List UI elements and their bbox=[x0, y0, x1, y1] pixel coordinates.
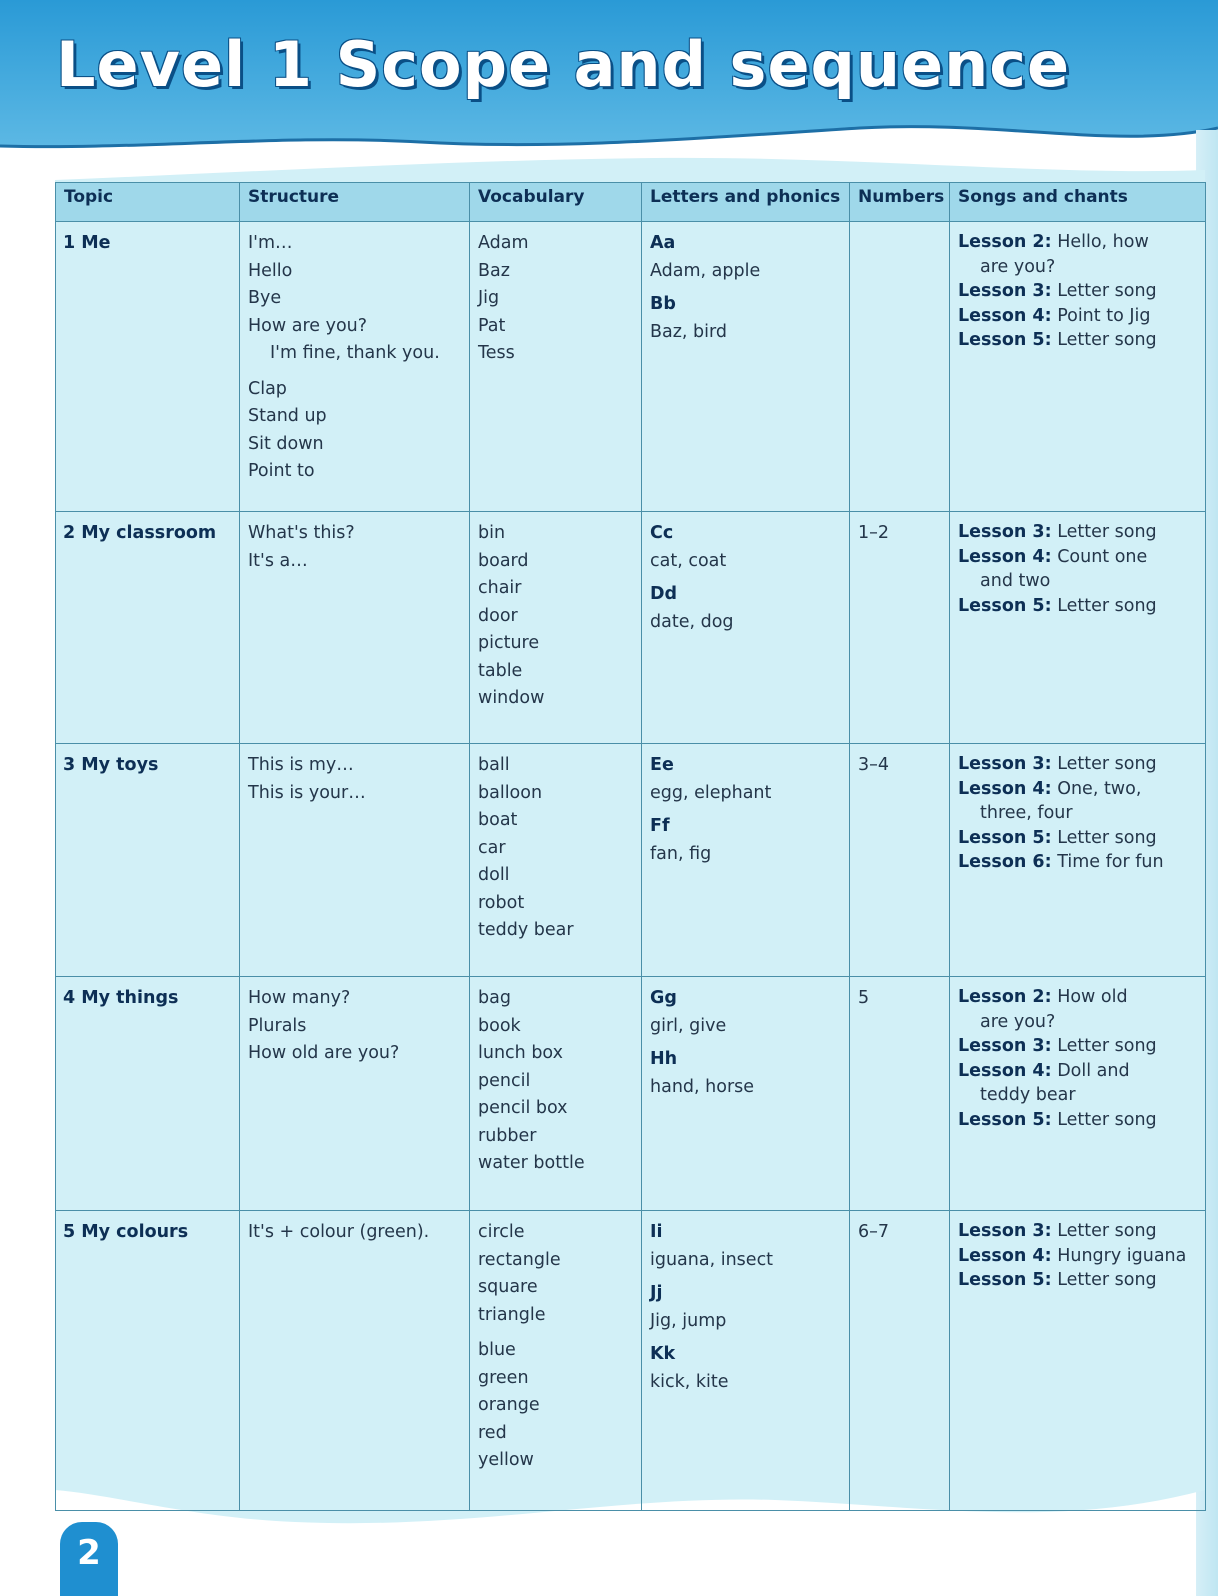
phonics-letter: Ee bbox=[650, 755, 674, 775]
song-title: Letter song bbox=[1057, 1036, 1157, 1056]
song-entry bbox=[958, 1108, 1197, 1133]
song-title-cont: teddy bear bbox=[980, 1085, 1076, 1105]
song-entry bbox=[958, 985, 1197, 1010]
phonics-letter: Gg bbox=[650, 988, 677, 1008]
structure-item: Sit down bbox=[248, 433, 324, 454]
structure-item: I'm… bbox=[248, 233, 293, 253]
songs-cell bbox=[950, 222, 1206, 512]
song-title: Letter song bbox=[1057, 754, 1157, 774]
song-lesson: Lesson 2: bbox=[958, 987, 1052, 1007]
phonics-words: date, dog bbox=[650, 611, 734, 632]
structure-item: How old are you? bbox=[248, 1043, 400, 1063]
song-entry bbox=[958, 752, 1197, 777]
vocabulary-item: water bottle bbox=[478, 1153, 585, 1173]
vocabulary-item: red bbox=[478, 1422, 507, 1443]
song-entry bbox=[958, 304, 1197, 329]
structure-item: Stand up bbox=[248, 406, 327, 426]
vocabulary-item: balloon bbox=[478, 782, 543, 803]
table-header-row bbox=[56, 183, 1206, 222]
song-title: Letter song bbox=[1057, 1221, 1157, 1241]
page-number-tab: 2 bbox=[60, 1522, 118, 1596]
scope-sequence-table-card bbox=[55, 150, 1205, 1540]
header-structure: Structure bbox=[240, 183, 470, 222]
phonics-words: kick, kite bbox=[650, 1371, 729, 1392]
phonics-letter: Jj bbox=[650, 1283, 663, 1303]
topic-cell: 4 My things bbox=[56, 977, 240, 1211]
phonics-words: egg, elephant bbox=[650, 782, 772, 803]
song-lesson: Lesson 2: bbox=[958, 232, 1052, 252]
scope-sequence-table bbox=[55, 182, 1206, 1511]
topic-cell: 2 My classroom bbox=[56, 512, 240, 744]
header-topic: Topic bbox=[56, 183, 240, 222]
song-title: Hungry iguana bbox=[1057, 1245, 1187, 1266]
vocabulary-item: yellow bbox=[478, 1450, 534, 1470]
vocabulary-cell bbox=[470, 977, 642, 1211]
song-entry bbox=[958, 520, 1197, 545]
song-title: Letter song bbox=[1057, 827, 1157, 848]
vocabulary-item: chair bbox=[478, 578, 522, 598]
song-lesson: Lesson 3: bbox=[958, 522, 1052, 542]
songs-cell bbox=[950, 1211, 1206, 1511]
song-entry bbox=[958, 545, 1197, 570]
song-lesson: Lesson 4: bbox=[958, 778, 1052, 799]
song-lesson: Lesson 3: bbox=[958, 1221, 1052, 1241]
vocabulary-item: Baz bbox=[478, 260, 510, 281]
structure-item: I'm fine, thank you. bbox=[270, 343, 440, 363]
numbers-cell: 6–7 bbox=[850, 1211, 950, 1511]
song-title: Hello, how bbox=[1057, 232, 1149, 252]
song-title: Doll and bbox=[1057, 1060, 1130, 1081]
vocabulary-item: boat bbox=[478, 810, 518, 830]
phonics-cell bbox=[642, 1211, 850, 1511]
structure-cell bbox=[240, 1211, 470, 1511]
song-title: Point to Jig bbox=[1057, 305, 1151, 326]
structure-item: What's this? bbox=[248, 523, 355, 543]
header-songs-chants: Songs and chants bbox=[950, 183, 1206, 222]
page-title: Level 1 Scope and sequence bbox=[56, 28, 1071, 101]
song-title: Letter song bbox=[1057, 595, 1157, 616]
phonics-letter: Aa bbox=[650, 233, 676, 253]
song-title: Letter song bbox=[1057, 281, 1157, 301]
structure-cell bbox=[240, 744, 470, 977]
vocabulary-item: doll bbox=[478, 865, 510, 885]
vocabulary-item: Pat bbox=[478, 315, 506, 336]
vocabulary-item: table bbox=[478, 660, 523, 681]
structure-item: This is my… bbox=[248, 755, 354, 775]
vocabulary-item: robot bbox=[478, 892, 525, 913]
phonics-letter: Bb bbox=[650, 294, 676, 314]
song-entry bbox=[958, 1268, 1197, 1293]
vocabulary-item: board bbox=[478, 550, 529, 571]
table-row bbox=[56, 744, 1206, 977]
song-entry bbox=[958, 594, 1197, 619]
song-title: Letter song bbox=[1057, 1270, 1157, 1290]
songs-cell bbox=[950, 744, 1206, 977]
structure-item: Point to bbox=[248, 461, 315, 481]
songs-cell bbox=[950, 977, 1206, 1211]
phonics-words: girl, give bbox=[650, 1015, 727, 1036]
phonics-cell bbox=[642, 744, 850, 977]
structure-item: Plurals bbox=[248, 1015, 307, 1036]
song-title: One, two, bbox=[1057, 778, 1142, 799]
structure-item: It's + colour (green). bbox=[248, 1222, 430, 1242]
song-title: Letter song bbox=[1057, 522, 1157, 542]
vocabulary-item: Tess bbox=[478, 343, 515, 363]
song-lesson: Lesson 5: bbox=[958, 330, 1052, 350]
phonics-letter: Ff bbox=[650, 816, 670, 836]
structure-cell bbox=[240, 512, 470, 744]
song-title: Time for fun bbox=[1057, 852, 1164, 872]
phonics-letter: Cc bbox=[650, 523, 674, 543]
song-entry bbox=[958, 1219, 1197, 1244]
vocabulary-item: rectangle bbox=[478, 1249, 561, 1270]
vocabulary-cell bbox=[470, 512, 642, 744]
phonics-letter: Dd bbox=[650, 584, 678, 604]
song-entry bbox=[958, 826, 1197, 851]
table-row bbox=[56, 977, 1206, 1211]
song-lesson: Lesson 5: bbox=[958, 1270, 1052, 1290]
structure-item: Bye bbox=[248, 288, 282, 308]
vocabulary-item: circle bbox=[478, 1222, 525, 1242]
song-entry bbox=[958, 328, 1197, 353]
table-row bbox=[56, 1211, 1206, 1511]
song-title: Count one bbox=[1057, 546, 1148, 567]
structure-item: It's a… bbox=[248, 550, 308, 571]
vocabulary-item: triangle bbox=[478, 1304, 546, 1325]
phonics-letter: Hh bbox=[650, 1049, 678, 1069]
vocabulary-cell bbox=[470, 744, 642, 977]
phonics-letter: Ii bbox=[650, 1222, 663, 1242]
structure-cell bbox=[240, 977, 470, 1211]
structure-item: This is your… bbox=[248, 782, 366, 803]
vocabulary-item: square bbox=[478, 1277, 538, 1297]
vocabulary-item: Adam bbox=[478, 233, 529, 253]
phonics-letter: Kk bbox=[650, 1344, 676, 1364]
song-entry bbox=[958, 279, 1197, 304]
song-title: Letter song bbox=[1057, 330, 1157, 350]
song-lesson: Lesson 4: bbox=[958, 1060, 1052, 1081]
phonics-words: fan, fig bbox=[650, 843, 712, 864]
song-entry bbox=[958, 1034, 1197, 1059]
numbers-cell: 5 bbox=[850, 977, 950, 1211]
topic-cell: 1 Me bbox=[56, 222, 240, 512]
song-lesson: Lesson 4: bbox=[958, 546, 1052, 567]
topic-cell: 5 My colours bbox=[56, 1211, 240, 1511]
vocabulary-cell bbox=[470, 222, 642, 512]
song-title: How old bbox=[1057, 987, 1128, 1007]
structure-item: Clap bbox=[248, 378, 287, 399]
vocabulary-item: bin bbox=[478, 523, 506, 543]
phonics-cell bbox=[642, 222, 850, 512]
vocabulary-item: lunch box bbox=[478, 1043, 563, 1063]
song-entry bbox=[958, 777, 1197, 802]
numbers-cell: 1–2 bbox=[850, 512, 950, 744]
vocabulary-item: bag bbox=[478, 988, 511, 1008]
vocabulary-item: blue bbox=[478, 1340, 516, 1360]
header-letters-phonics: Letters and phonics bbox=[642, 183, 850, 222]
vocabulary-item: rubber bbox=[478, 1125, 537, 1146]
vocabulary-item: book bbox=[478, 1015, 521, 1036]
song-title-cont: three, four bbox=[980, 803, 1073, 823]
vocabulary-item: ball bbox=[478, 755, 510, 775]
song-entry bbox=[958, 850, 1197, 875]
song-lesson: Lesson 3: bbox=[958, 1036, 1052, 1056]
phonics-cell bbox=[642, 512, 850, 744]
structure-item: How many? bbox=[248, 988, 351, 1008]
vocabulary-item: car bbox=[478, 837, 506, 858]
header-numbers: Numbers bbox=[850, 183, 950, 222]
song-title-cont: are you? bbox=[980, 256, 1056, 277]
header-vocabulary: Vocabulary bbox=[470, 183, 642, 222]
vocabulary-item: Jig bbox=[478, 288, 500, 308]
structure-item: How are you? bbox=[248, 315, 368, 336]
vocabulary-item: pencil box bbox=[478, 1098, 568, 1118]
phonics-words: Jig, jump bbox=[650, 1310, 727, 1331]
phonics-cell bbox=[642, 977, 850, 1211]
vocabulary-cell bbox=[470, 1211, 642, 1511]
numbers-cell: 3–4 bbox=[850, 744, 950, 977]
numbers-cell bbox=[850, 222, 950, 512]
table-row bbox=[56, 222, 1206, 512]
song-title-cont: and two bbox=[980, 571, 1051, 591]
structure-item: Hello bbox=[248, 260, 293, 281]
song-lesson: Lesson 5: bbox=[958, 827, 1052, 848]
vocabulary-item: picture bbox=[478, 633, 540, 653]
table-row bbox=[56, 512, 1206, 744]
song-title: Letter song bbox=[1057, 1109, 1157, 1130]
vocabulary-item: green bbox=[478, 1367, 529, 1388]
song-entry bbox=[958, 230, 1197, 255]
song-lesson: Lesson 4: bbox=[958, 305, 1052, 326]
vocabulary-item: teddy bear bbox=[478, 920, 574, 940]
song-lesson: Lesson 5: bbox=[958, 1109, 1052, 1130]
song-lesson: Lesson 6: bbox=[958, 852, 1052, 872]
phonics-words: hand, horse bbox=[650, 1076, 755, 1097]
song-lesson: Lesson 3: bbox=[958, 281, 1052, 301]
vocabulary-item: orange bbox=[478, 1395, 540, 1415]
vocabulary-item: window bbox=[478, 688, 545, 708]
vocabulary-item: pencil bbox=[478, 1070, 531, 1091]
structure-cell bbox=[240, 222, 470, 512]
song-title-cont: are you? bbox=[980, 1011, 1056, 1032]
song-entry bbox=[958, 1059, 1197, 1084]
song-lesson: Lesson 5: bbox=[958, 595, 1052, 616]
phonics-words: Adam, apple bbox=[650, 260, 761, 281]
phonics-words: cat, coat bbox=[650, 550, 727, 571]
phonics-words: Baz, bird bbox=[650, 321, 728, 342]
song-entry bbox=[958, 1244, 1197, 1269]
topic-cell: 3 My toys bbox=[56, 744, 240, 977]
phonics-words: iguana, insect bbox=[650, 1249, 774, 1270]
vocabulary-item: door bbox=[478, 605, 518, 626]
song-lesson: Lesson 3: bbox=[958, 754, 1052, 774]
song-lesson: Lesson 4: bbox=[958, 1245, 1052, 1266]
songs-cell bbox=[950, 512, 1206, 744]
